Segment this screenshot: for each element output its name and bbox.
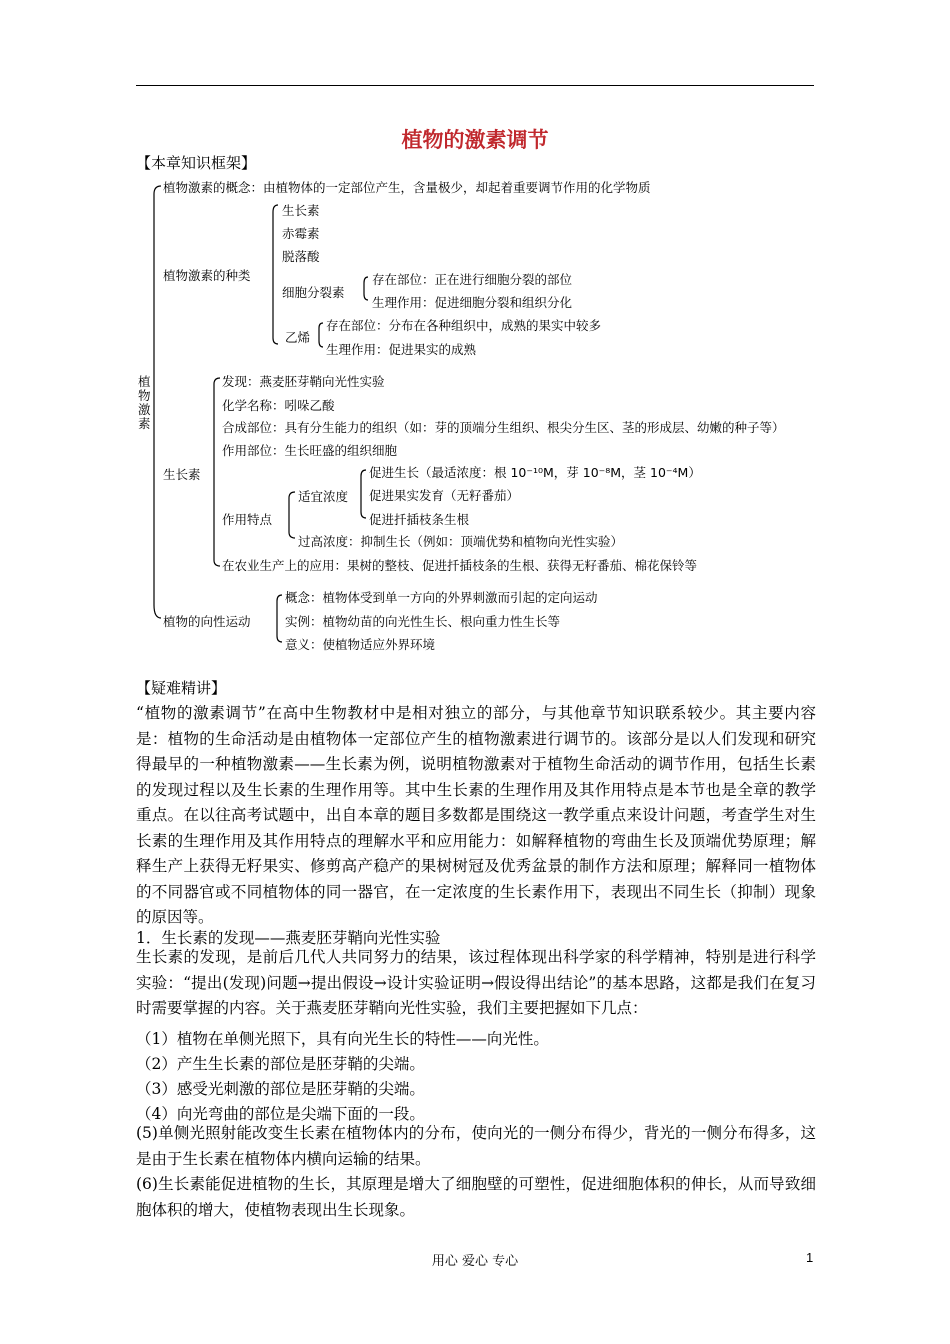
tree-concept: 植物激素的概念：由植物体的一定部位产生，含量极少，却起着重要调节作用的化学物质 [163,180,651,195]
tree-root-label: 植物激素 [138,374,151,431]
tree-trop-concept: 概念：植物体受到单一方向的外界刺激而引起的定向运动 [285,590,598,605]
tree-feature-label: 作用特点 [222,512,273,527]
tree-cytokinin-role: 生理作用：促进细胞分裂和组织分化 [372,295,573,310]
list-item-2: （2）产生生长素的部位是胚芽鞘的尖端。 [136,1055,425,1073]
tree-ethylene-site: 存在部位：分布在各种组织中，成熟的果实中较多 [326,318,602,333]
tree-action-site: 作用部位：生长旺盛的组织细胞 [222,443,398,458]
list-item-4: （4）向光弯曲的部位是尖端下面的一段。 [136,1105,425,1123]
tree-type-abscisic: 脱落酸 [282,249,320,264]
tree-type-gibberellin: 赤霉素 [282,226,320,241]
tree-type-cytokinin: 细胞分裂素 [282,285,345,300]
section-framework-heading: 【本章知识框架】 [136,154,257,172]
list-item-6: (6)生长素能促进植物的生长，其原理是增大了细胞壁的可塑性，促进细胞体积的伸长，从而导致细胞体积的增大，使植物表现出生长现象。 [136,1175,816,1219]
tree-synthesis: 合成部位：具有分生能力的组织（如：芽的顶端分生组织、根尖分生区、茎的形成层、幼嫩的种子等） [222,420,785,435]
tree-ethylene-role: 生理作用：促进果实的成熟 [326,342,477,357]
tree-promote-growth: 促进生长（最适浓度：根 10⁻¹⁰M，芽 10⁻⁸M，茎 10⁻⁴M） [369,465,701,480]
tree-suitable: 适宜浓度 [298,489,349,504]
paragraph-intro: “植物的激素调节”在高中生物教材中是相对独立的部分，与其他章节知识联系较少。其主要内容是：植物的生命活动是由植物体一定部位产生的植物激素进行调节的。该部分是以人们发现和研究得最早的一种植物激素——生长素为例，说明植物激素对于植物生命活动的调节作用，包括生长素的发现过程以及生长素的生理作用等。其中生长素的生理作用及其作用特点是本节也是全章的教学重点。在以往高考试题中，出自本章的题目多数都是围绕这一教学重点来设计问题，考查学生对生长素的生理作用及其作用特点的理解水平和应用能力：如解释植物的弯曲生长及顶端优势原理；解释生产上获得无籽果实、修剪高产稳产的果树树冠及优秀盆景的制作方法和原理；解释同一植物体的不同器官或不同植物体的同一器官，在一定浓度的生长素作用下，表现出不同生长（抑制）现象的原因等。 [136,704,816,926]
section-difficulty-heading: 【疑难精讲】 [136,679,227,697]
tree-tropism-label: 植物的向性运动 [163,614,251,629]
page-footer: 用心 爱心 专心 [431,1254,519,1269]
tree-discovery: 发现：燕麦胚芽鞘向光性实验 [222,374,385,389]
tree-chem-name: 化学名称：吲哚乙酸 [222,398,335,413]
tree-trop-meaning: 意义：使植物适应外界环境 [285,637,436,652]
tree-type-auxin: 生长素 [282,203,320,218]
tree-promote-fruit: 促进果实发育（无籽番茄） [369,488,520,503]
tree-excess: 过高浓度：抑制生长（例如：顶端优势和植物向光性实验） [298,534,624,549]
tree-trop-example: 实例：植物幼苗的向光性生长、根向重力性生长等 [285,614,561,629]
tree-type-ethylene: 乙烯 [285,330,311,345]
list-item-3: （3）感受光刺激的部位是胚芽鞘的尖端。 [136,1080,425,1098]
paragraph-discovery: 生长素的发现，是前后几代人共同努力的结果，该过程体现出科学家的科学精神，特别是进行科学实验：“提出(发现)问题→提出假设→设计实验证明→假设得出结论”的基本思路，这都是我们在复习时需要掌握的内容。关于燕麦胚芽鞘向光性实验，我们主要把握如下几点： [136,948,816,1017]
tree-promote-root: 促进扦插枝条生根 [369,512,470,527]
tree-auxin-label: 生长素 [163,467,201,482]
page-number: 1 [806,1250,814,1265]
tree-agri: 在农业生产上的应用：果树的整枝、促进扦插枝条的生根、获得无籽番茄、棉花保铃等 [222,558,698,573]
tree-types-label: 植物激素的种类 [163,268,251,283]
tree-cytokinin-site: 存在部位：正在进行细胞分裂的部位 [372,272,573,287]
heading-auxin-discovery: 1．生长素的发现——燕麦胚芽鞘向光性实验 [136,929,441,947]
list-item-1: （1）植物在单侧光照下，具有向光生长的特性——向光性。 [136,1030,549,1048]
document-title: 植物的激素调节 [401,127,549,152]
list-item-5: (5)单侧光照射能改变生长素在植物体内的分布，使向光的一侧分布得少，背光的一侧分布得多，这是由于生长素在植物体内横向运输的结果。 [136,1124,816,1168]
